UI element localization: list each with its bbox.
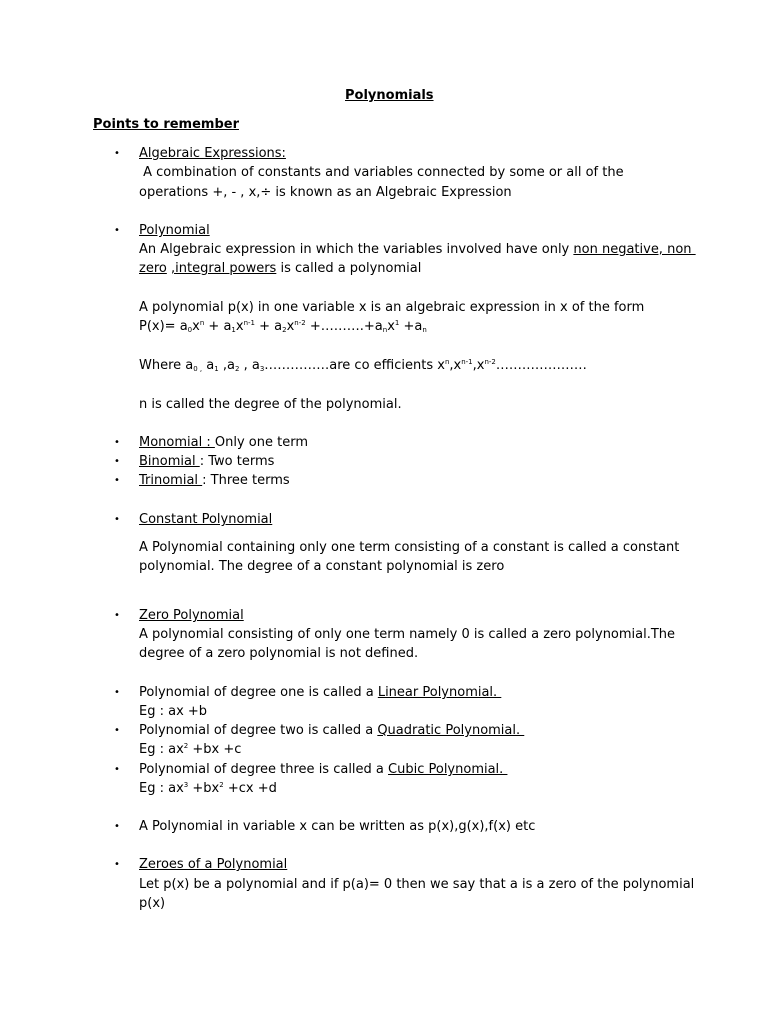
term-type-label: Trinomial (139, 473, 203, 488)
polynomial-def-line-1 (139, 240, 696, 259)
quadratic-line: Polynomial of degree two is called a Quadratic Polynomial. (139, 723, 525, 738)
zeroes-heading: Zeroes of a Polynomial (139, 857, 288, 872)
term-type-label: Binomial (139, 454, 200, 469)
page-title: Polynomials (345, 88, 434, 103)
bullet: • (114, 821, 120, 832)
polynomial-def-text: is called a polynomial (276, 261, 422, 276)
term-type-item (139, 471, 290, 490)
term-type-desc: : Three terms (202, 473, 290, 488)
zero-line-2: degree of a zero polynomial is not defined. (139, 646, 419, 661)
term-type-item (139, 452, 274, 471)
cubic-name: Cubic Polynomial. (388, 762, 508, 777)
term-type-desc: Only one term (214, 435, 308, 450)
cubic-example: Eg : $ax^3 +bx^2 +cx +d$ (139, 781, 277, 796)
bullet: • (114, 456, 120, 467)
zeroes-line-2: p(x) (139, 896, 166, 911)
polynomial-def-emphasis: ,integral powers (170, 261, 277, 276)
degree-line: n is called the degree of the polynomial. (139, 397, 402, 412)
constant-line-2: polynomial. The degree of a constant polynomial is zero (139, 559, 505, 574)
polynomial-def-emphasis: non negative, non (573, 242, 696, 257)
polynomial-def-text: An Algebraic expression in which the variables involved have only (139, 242, 574, 257)
constant-line-1: A Polynomial containing only one term consisting of a constant is called a constant (139, 540, 680, 555)
polynomial-def-line-2 (139, 259, 421, 278)
algebraic-line-2: operations +, - , x,÷ is known as an Algebraic Expression (139, 185, 512, 200)
bullet: • (114, 859, 120, 870)
bullet: • (114, 725, 120, 736)
bullet: • (114, 475, 120, 486)
bullet: • (114, 225, 120, 236)
algebraic-heading: Algebraic Expressions: (139, 146, 286, 161)
polynomial-def-emphasis: zero (139, 261, 167, 276)
term-type-label: Monomial : (139, 435, 215, 450)
polynomial-formula: $P(x)= a_0x^n + a_1x^{n-1} + a_2x^{n-2}$ $+\dots\dots\dots.+a_nx^1 +a_n$ (139, 319, 427, 334)
term-type-desc: : Two terms (199, 454, 275, 469)
zero-line-1: A polynomial consisting of only one term namely 0 is called a zero polynomial.The (139, 627, 676, 642)
algebraic-line-1: A combination of constants and variables connected by some or all of the (139, 165, 624, 180)
bullet: • (114, 610, 120, 621)
bullet: • (114, 687, 120, 698)
linear-line: Polynomial of degree one is called a Linear Polynomial. (139, 685, 502, 700)
bullet: • (114, 148, 120, 159)
cubic-line: Polynomial of degree three is called a Cubic Polynomial. (139, 762, 508, 777)
section-subtitle: Points to remember (93, 117, 239, 132)
bullet: • (114, 764, 120, 775)
bullet: • (114, 437, 120, 448)
term-type-item (139, 433, 308, 452)
quadratic-name: Quadratic Polynomial. (377, 723, 525, 738)
linear-example: Eg : ax +b (139, 704, 208, 719)
constant-heading: Constant Polynomial (139, 512, 273, 527)
coefficients-line: Where $a_{0 ,}$ $a_1$ $,a_2$ , $a_3\dots\dots\dots\dots\dots are$ co efficients $x^n,x^{n-1},x^{n-2}\dots\dots\dots\dots\dots\dots\dots$ (139, 358, 587, 373)
zero-heading: Zero Polynomial (139, 608, 244, 623)
polynomial-heading: Polynomial (139, 223, 210, 238)
polynomial-form-line: A polynomial p(x) in one variable x is an algebraic expression in x of the form (139, 300, 645, 315)
quadratic-example: Eg : $ax^2 +bx +c$ (139, 742, 242, 757)
zeroes-line-1: Let p(x) be a polynomial and if p(a)= 0 then we say that a is a zero of the polynomial (139, 877, 695, 892)
linear-name: Linear Polynomial. (377, 685, 502, 700)
bullet: • (114, 514, 120, 525)
variable-line: A Polynomial in variable x can be written as p(x),g(x),f(x) etc (139, 819, 536, 834)
